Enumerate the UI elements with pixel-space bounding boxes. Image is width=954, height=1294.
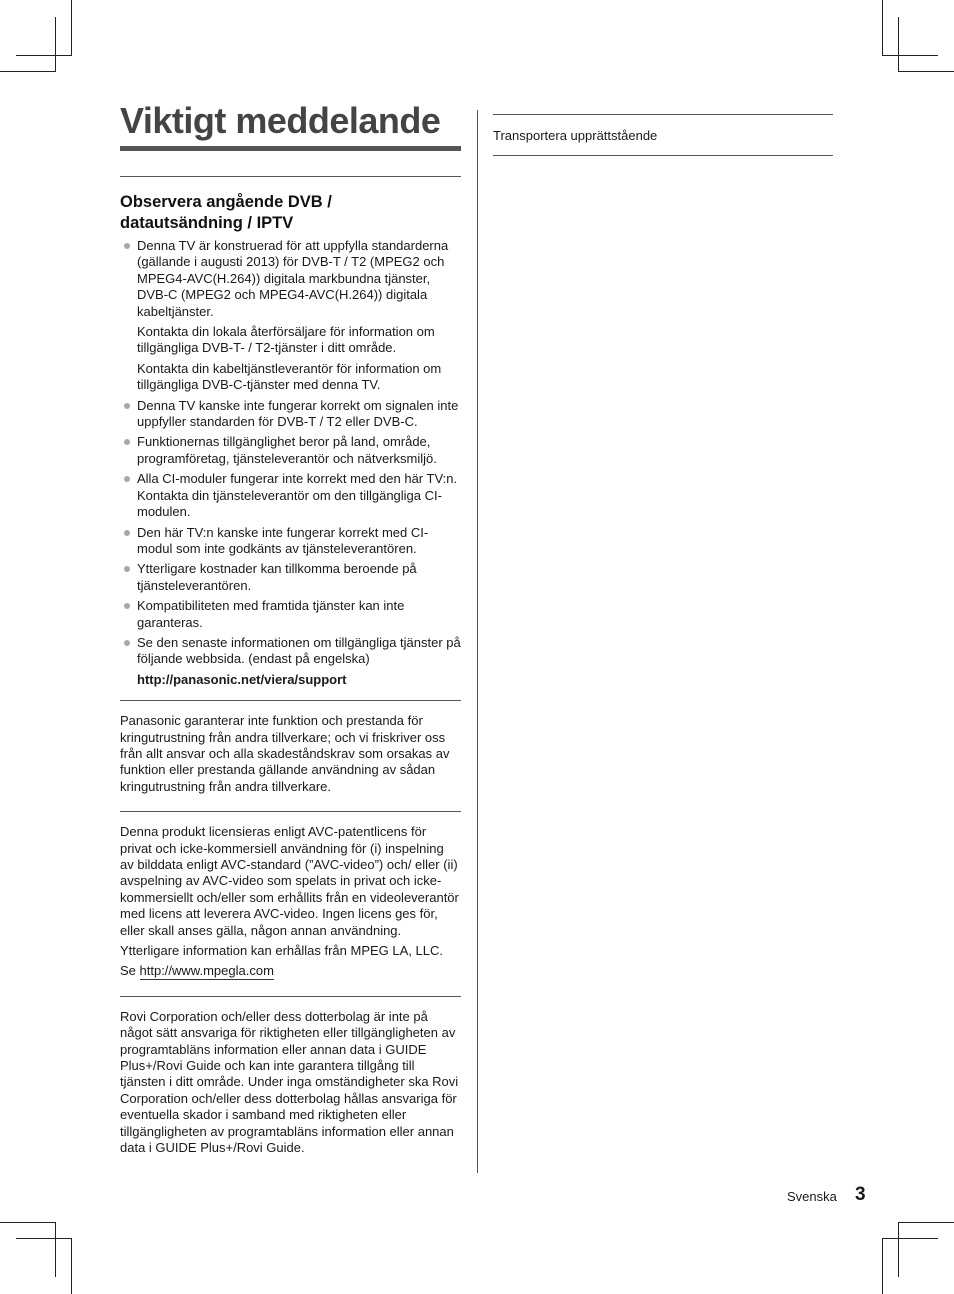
- title-underline-bar: [120, 146, 461, 151]
- bullet-note: Kontakta din kabeltjänstleverantör för information om tillgängliga DVB-C-tjänster med denna TV.: [137, 360, 442, 393]
- panasonic-disclaimer: Panasonic garanterar inte funktion och prestanda för kringutrustning från andra tillverkare; och vi friskriver oss från allt ansvar och alla skadeståndskrav som orsakas av funktion eller prestanda gällande användning av sådan kringutrustning från andra tillverkare.: [120, 713, 450, 794]
- bullet-dot-icon: [124, 640, 130, 646]
- bullet-note: Kontakta din lokala återförsäljare för information om tillgängliga DVB-T- / T2-tjänster i ditt område.: [137, 324, 435, 356]
- list-item: Denna TV kanske inte fungerar korrekt om signalen inte uppfyller standarden för DVB-T / T2 eller DVB-C.: [120, 398, 461, 431]
- list-item: Alla CI-moduler fungerar inte korrekt med den här TV:n. Kontakta din tjänsteleverantör om den tillgängliga CI-modulen.: [120, 471, 461, 520]
- crop-mark: [898, 1222, 899, 1277]
- crop-mark: [71, 0, 72, 55]
- list-item: Se den senaste informationen om tillgängliga tjänster på följande webbsida. (endast på engelska): [120, 635, 461, 668]
- rovi-disclaimer: Rovi Corporation och/eller dess dotterbolag är inte på något sätt ansvariga för riktigheten eller tillgängligheten av programtabläns information eller annan data i GUIDE Plus+/Rovi Guide och kan inte garantera tillgång till tjänsten i ditt område. Under inga omständigheter ska Rovi Corporation och/eller dess dotterbolag hållas ansvariga för eventuella skador i samband med riktigheten eller tillgängligheten av programtabläns information eller annan data i GUIDE Plus+/Rovi Guide.: [120, 1008, 459, 1156]
- crop-mark: [882, 0, 883, 55]
- bullet-dot-icon: [124, 243, 130, 249]
- page-number: 3: [855, 1184, 866, 1205]
- crop-mark: [882, 55, 938, 56]
- mpegla-link[interactable]: http://www.mpegla.com: [139, 963, 274, 979]
- crop-mark: [71, 1239, 72, 1294]
- list-item: Den här TV:n kanske inte fungerar korrekt med CI-modul som inte godkänts av tjänsteleverantören.: [120, 525, 461, 558]
- section-rule: [493, 155, 833, 156]
- footer-language: Svenska: [787, 1189, 837, 1204]
- bullet-dot-icon: [124, 476, 130, 482]
- dvb-bullet-list: [120, 398, 461, 668]
- crop-mark: [898, 1222, 954, 1223]
- crop-mark: [898, 71, 954, 72]
- crop-mark: [882, 1239, 883, 1294]
- crop-mark: [55, 1222, 56, 1277]
- list-item: Funktionernas tillgänglighet beror på land, område, programföretag, tjänsteleverantör och nätverksmiljö.: [120, 434, 461, 467]
- section-rule: [120, 176, 461, 177]
- page-title: Viktigt meddelande: [120, 100, 441, 141]
- crop-mark: [0, 1222, 56, 1223]
- bullet-dot-icon: [124, 439, 130, 445]
- crop-mark: [0, 71, 56, 72]
- avc-license-notice: Denna produkt licensieras enligt AVC-patentlicens för privat och icke-kommersiell användning för (i) inspelning av bilddata enligt AVC-standard (”AVC-video”) och/ eller (ii) avspelning av AVC-video som spelats in privat och icke-kommersiellt och/eller som erhållits från en videoleverantör med licens att leverera AVC-video. Ingen licens ges för, eller skall anses gälla, någon annan användning. Ytterligare information kan erhållas från MPEG LA, LLC. Se http://www.mpegla.com: [120, 824, 459, 979]
- column-divider: [477, 110, 478, 1173]
- bullet-dot-icon: [124, 530, 130, 536]
- crop-mark: [898, 17, 899, 72]
- bullet-dot-icon: [124, 603, 130, 609]
- list-item: Denna TV är konstruerad för att uppfylla standarderna (gällande i augusti 2013) för DVB-T / T2 (MPEG2 och MPEG4-AVC(H.264)) digitala markbundna tjänster, DVB-C (MPEG2 och MPEG4-AVC(H.264)) digitala kabeltjänster.: [120, 238, 461, 320]
- bullet-dot-icon: [124, 566, 130, 572]
- left-column: [120, 176, 461, 1173]
- crop-mark: [16, 1238, 72, 1239]
- list-item: Ytterligare kostnader kan tillkomma beroende på tjänsteleverantören.: [120, 561, 461, 594]
- crop-mark: [882, 1238, 938, 1239]
- support-url[interactable]: http://panasonic.net/viera/support: [137, 671, 347, 687]
- crop-mark: [55, 17, 56, 72]
- right-column: [493, 114, 833, 156]
- list-item: Kompatibiliteten med framtida tjänster kan inte garanteras.: [120, 598, 461, 631]
- transport-note: Transportera upprättstående: [493, 128, 658, 143]
- bullet-dot-icon: [124, 403, 130, 409]
- section-title: Observera angående DVB / datautsändning / IPTV: [120, 193, 332, 232]
- crop-mark: [16, 55, 72, 56]
- dvb-bullet-list: [120, 238, 461, 320]
